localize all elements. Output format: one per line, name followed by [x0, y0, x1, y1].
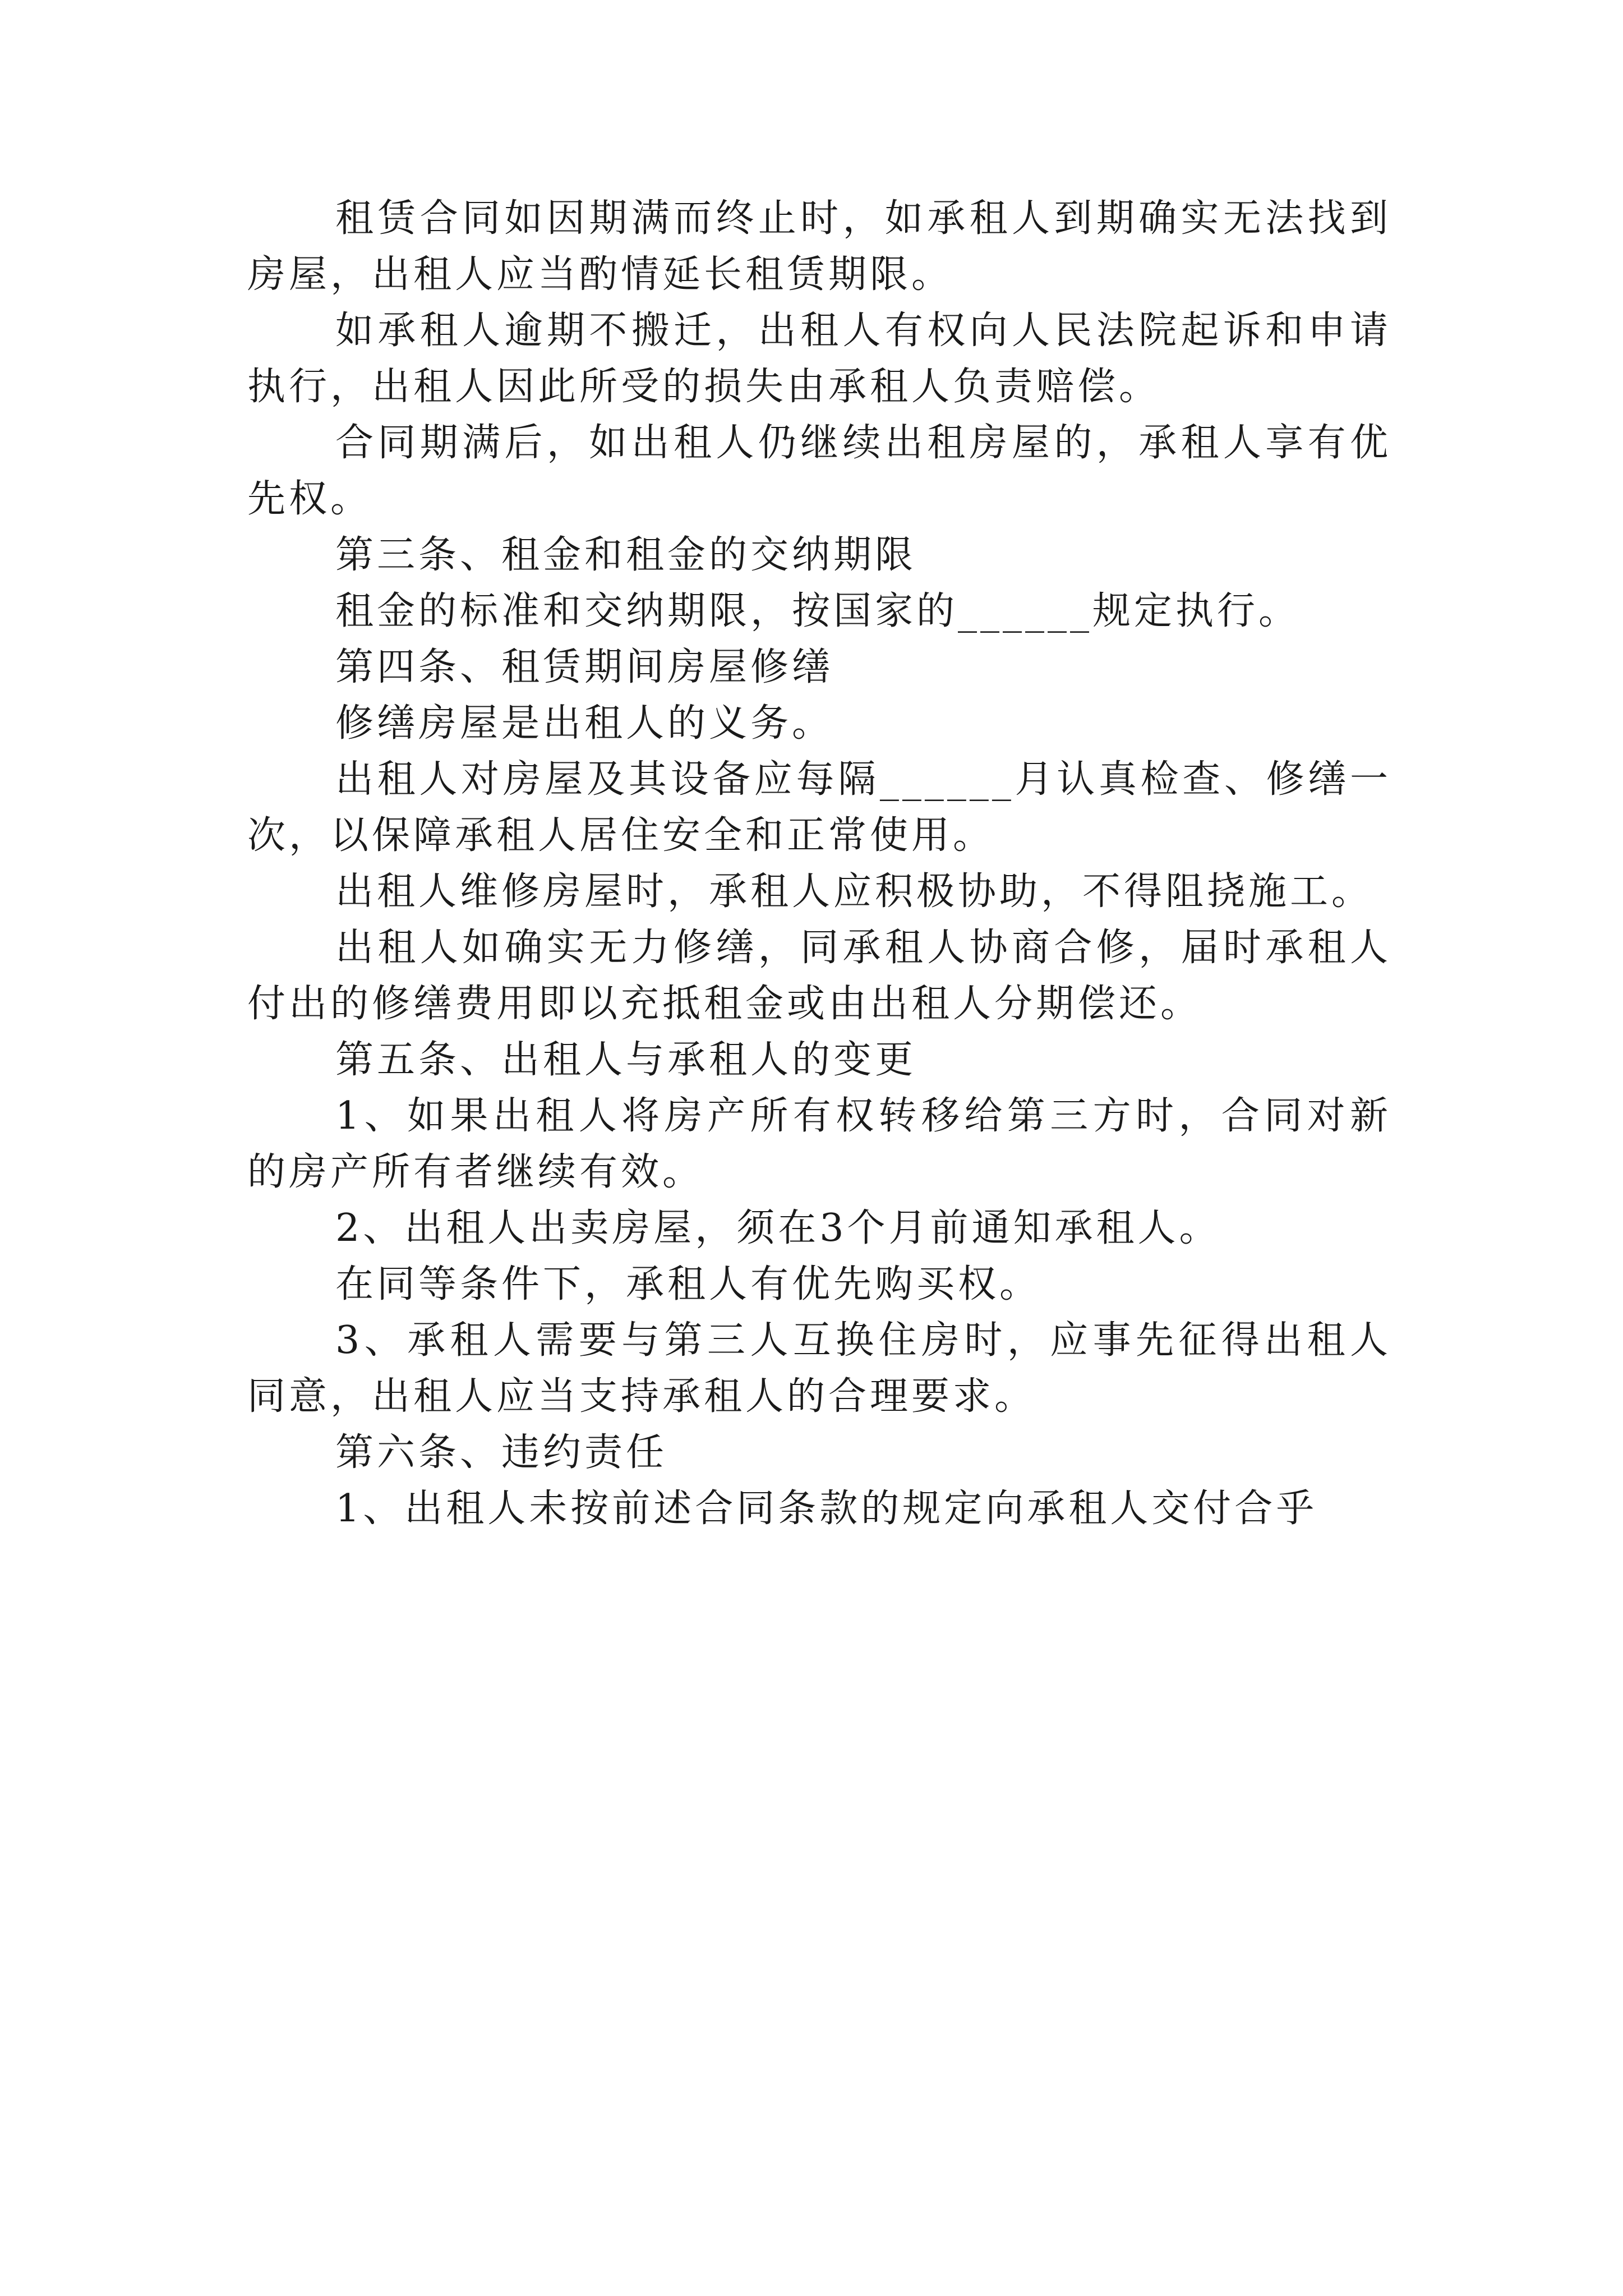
paragraph-housing-exchange: 3、承租人需要与第三人互换住房时，应事先征得出租人同意，出租人应当支持承租人的合理要求。	[247, 1318, 1391, 1419]
section-heading-article-5: 第五条、出租人与承租人的变更	[335, 1038, 917, 1082]
paragraph-joint-repair: 出租人如确实无力修缮，同承租人协商合修，届时承租人付出的修缮费用即以充抵租金或由出租人分期偿还。	[247, 926, 1391, 1026]
paragraph-inspection-interval: 出租人对房屋及其设备应每隔______月认真检查、修缮一次，以保障承租人居住安全和正常使用。	[247, 757, 1391, 858]
section-heading-article-6: 第六条、违约责任	[335, 1430, 668, 1475]
document-body	[247, 191, 1391, 1537]
paragraph-tenant-assist: 出租人维修房屋时，承租人应积极协助，不得阻挠施工。	[335, 869, 1373, 914]
paragraph-ownership-transfer: 1、如果出租人将房产所有权转移给第三方时，合同对新的房产所有者继续有效。	[247, 1094, 1391, 1194]
paragraph-breach-liability: 1、出租人未按前述合同条款的规定向承租人交付合乎	[335, 1487, 1318, 1531]
paragraph-rent-standard: 租金的标准和交纳期限，按国家的______规定执行。	[335, 589, 1301, 633]
section-heading-article-3: 第三条、租金和租金的交纳期限	[335, 533, 917, 577]
paragraph-lease-expiry: 租赁合同如因期满而终止时，如承租人到期确实无法找到房屋，出租人应当酌情延长租赁期限。	[247, 196, 1391, 297]
paragraph-overdue-relocation: 如承租人逾期不搬迁，出租人有权向人民法院起诉和申请执行，出租人因此所受的损失由承租人负责赔偿。	[247, 309, 1391, 409]
paragraph-priority-right: 合同期满后，如出租人仍继续出租房屋的，承租人享有优先权。	[247, 421, 1391, 521]
paragraph-repair-duty: 修缮房屋是出租人的义务。	[335, 701, 834, 746]
paragraph-sale-notice: 2、出租人出卖房屋，须在3个月前通知承租人。	[335, 1206, 1221, 1250]
paragraph-purchase-priority: 在同等条件下，承租人有优先购买权。	[335, 1262, 1041, 1306]
section-heading-article-4: 第四条、租赁期间房屋修缮	[335, 645, 834, 689]
